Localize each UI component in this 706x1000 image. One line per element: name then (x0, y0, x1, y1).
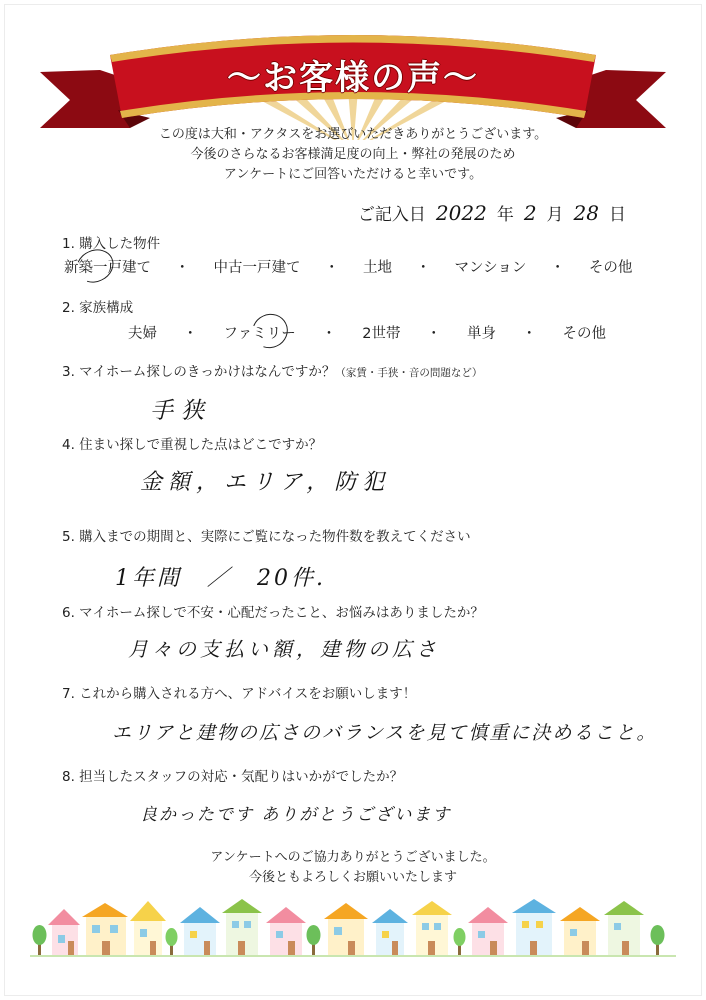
question-2-label: 2. 家族構成 (62, 300, 134, 316)
option-separator: ・ (416, 260, 431, 276)
intro-line: この度は大和・アクタスをお選びいただきありがとうございます。 (158, 127, 548, 142)
answer-4-handwritten: 金額，エリア，防犯 (140, 470, 391, 495)
date-year-unit: 年 (496, 205, 514, 225)
tree-icon (651, 925, 665, 955)
tree-icon (166, 928, 178, 955)
option-separator: ・ (175, 260, 190, 276)
option-other: その他 (562, 326, 606, 342)
option-label: 新築一戸建て (64, 260, 151, 276)
house-icon (130, 901, 166, 955)
date-year: 2022 (435, 201, 487, 225)
question-6-label: 6. マイホーム探しで不安・心配だったこと、お悩みはありましたか？ (62, 605, 484, 621)
house-icon (412, 901, 452, 955)
entry-date (358, 200, 626, 225)
option-family (224, 322, 296, 343)
option-couple: 夫婦 (128, 326, 157, 342)
option-separator: ・ (324, 260, 339, 276)
page-title: ～お客様の声～ (227, 58, 479, 98)
answer-3-handwritten: 手狭 (150, 398, 212, 424)
date-label: ご記入日 (357, 205, 426, 225)
option-single: 単身 (466, 326, 496, 342)
option-separator: ・ (550, 260, 565, 276)
option-other: その他 (588, 260, 633, 276)
tree-icon (307, 925, 321, 955)
house-icon (560, 907, 600, 955)
question-1-options (64, 256, 632, 277)
option-mansion: マンション (454, 260, 527, 276)
house-icon (468, 907, 508, 955)
question-5-label: 5. 購入までの期間と、実際にご覧になった物件数を教えてください (62, 529, 471, 545)
date-day-unit: 日 (609, 205, 626, 225)
question-3-note: （家賃・手狭・音の問題など） (335, 367, 483, 379)
date-month-unit: 月 (546, 205, 564, 225)
closing-line: 今後ともよろしくお願いいたします (248, 870, 457, 885)
option-used-house: 中古一戸建て (213, 260, 301, 276)
house-icon (222, 899, 262, 955)
intro-line: アンケートにご回答いただけると幸いです。 (223, 167, 483, 182)
house-icon (372, 909, 408, 955)
option-separator: ・ (183, 326, 198, 342)
house-icon (512, 899, 556, 955)
question-2-options (128, 322, 606, 343)
date-day: 28 (573, 201, 599, 225)
question-3-text: 3. マイホーム探しのきっかけはなんですか？ (62, 364, 336, 380)
question-4-label: 4. 住まい探しで重視した点はどこですか？ (62, 437, 323, 453)
intro-text (0, 125, 706, 185)
question-8-label: 8. 担当したスタッフの対応・気配りはいかがでしたか？ (62, 769, 404, 785)
option-separator: ・ (521, 326, 537, 342)
option-land: 土地 (363, 260, 392, 276)
option-new-house (64, 256, 151, 277)
answer-5-handwritten: 1年間 ／ 20件. (115, 566, 326, 591)
closing-message (0, 848, 706, 888)
date-month: 2 (523, 201, 537, 225)
option-separator: ・ (426, 326, 441, 342)
answer-7-handwritten: エリアと建物の広さのバランスを見て慎重に決めること。 (112, 722, 658, 744)
option-two-generation: 2世帯 (362, 326, 401, 342)
house-icon (604, 901, 644, 955)
house-icon (180, 907, 220, 955)
intro-line: 今後のさらなるお客様満足度の向上・弊社の発展のため (190, 147, 516, 162)
answer-8-handwritten: 良かったです ありがとうございます (140, 805, 452, 825)
option-separator: ・ (321, 326, 337, 342)
tree-icon (33, 925, 47, 955)
closing-line: アンケートへのご協力ありがとうございました。 (210, 850, 496, 865)
house-icon (48, 909, 80, 955)
question-7-label: 7. これから購入される方へ、アドバイスをお願いします！ (62, 686, 417, 702)
question-1-label: 1. 購入した物件 (62, 236, 161, 252)
option-label: ファミリー (223, 326, 296, 342)
house-icon (266, 907, 306, 955)
tree-icon (454, 928, 466, 955)
answer-6-handwritten: 月々の支払い額，建物の広さ (128, 637, 440, 661)
house-icon (324, 903, 368, 955)
houses-illustration (30, 895, 676, 957)
house-icon (82, 903, 128, 955)
question-3-label (62, 360, 482, 380)
